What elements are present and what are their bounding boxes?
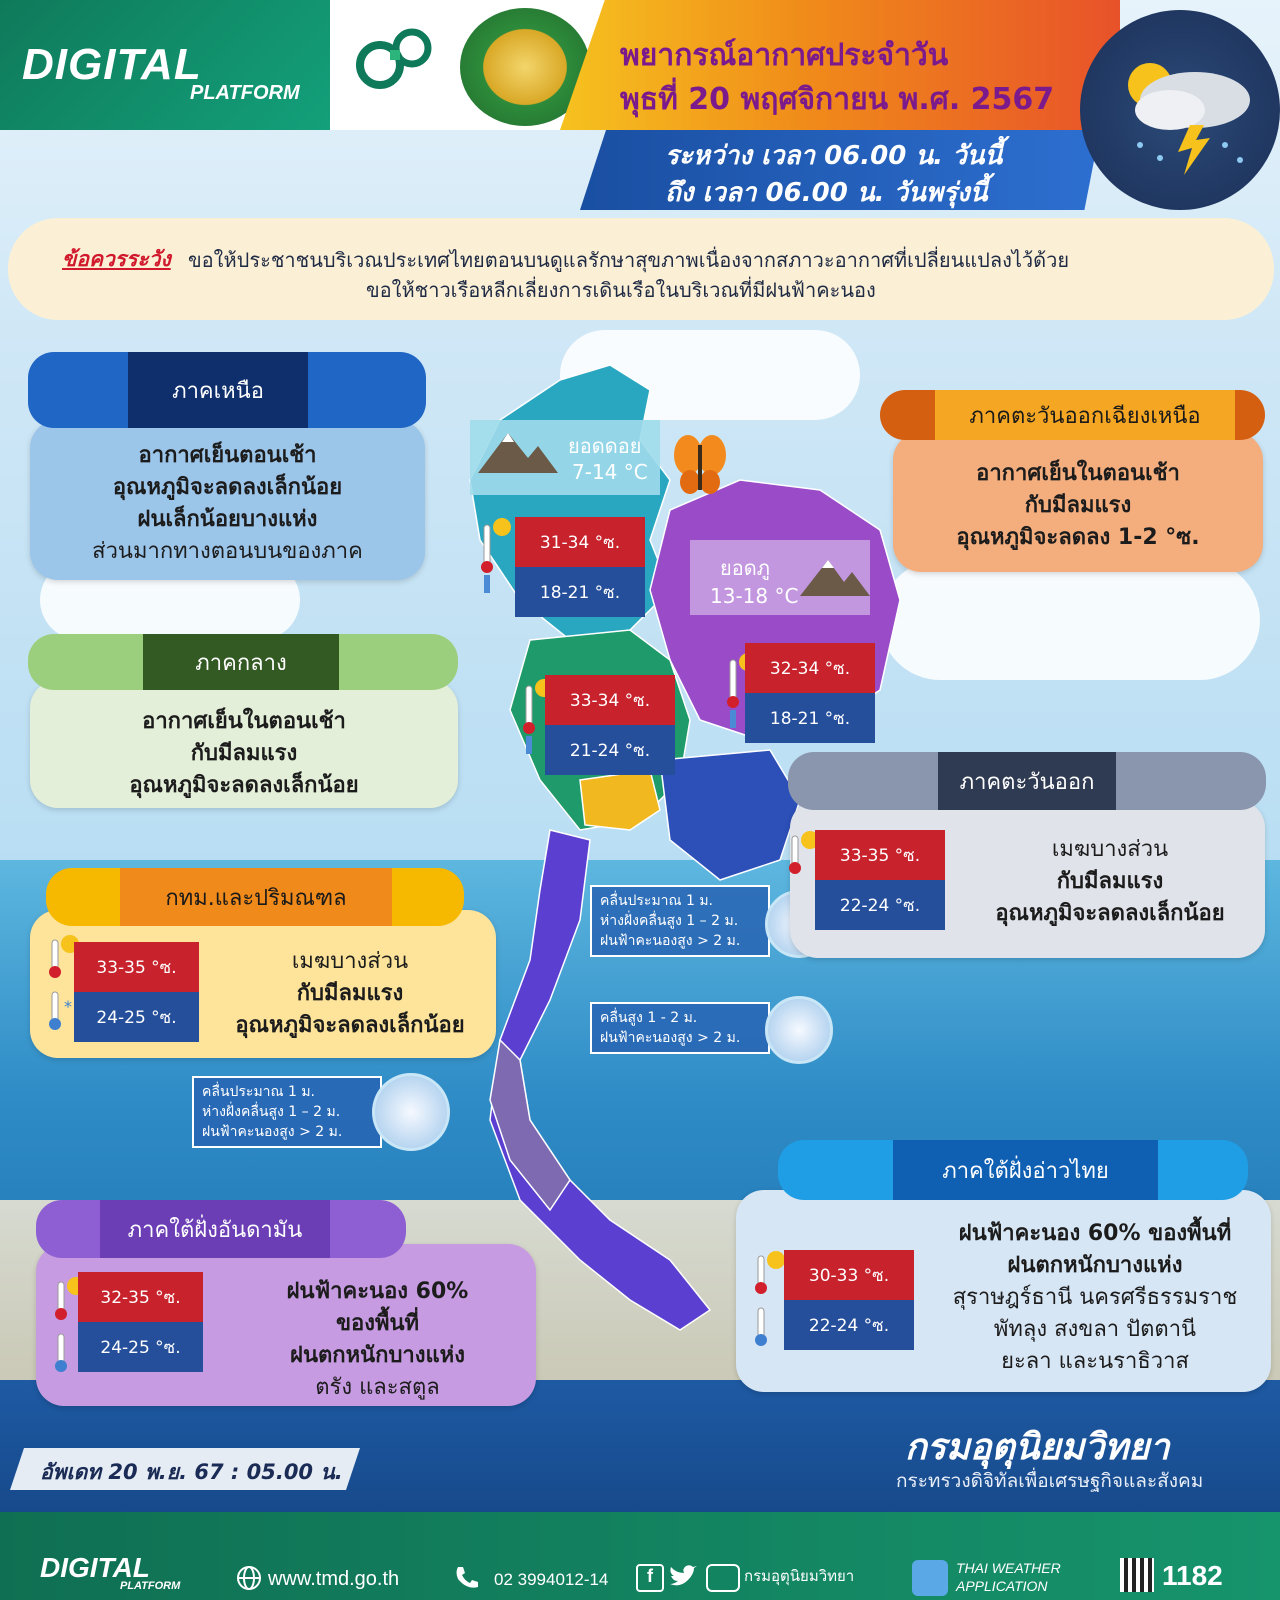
north-title: ภาคเหนือ xyxy=(128,352,308,428)
bangkok-line-1: เมฆบางส่วน xyxy=(291,949,409,974)
south-andaman-title: ภาคใต้ฝั่งอันดามัน xyxy=(100,1200,330,1258)
wave-info-gulf-upper xyxy=(590,885,770,957)
wave-info-gulf-lower xyxy=(590,1002,770,1054)
south-gulf-line-1: ฝนฟ้าคะนอง 60% ของพื้นที่ xyxy=(958,1221,1232,1246)
sun-cloud-storm-icon xyxy=(1100,40,1260,180)
phone-icon xyxy=(452,1563,482,1593)
wave-line: คลื่นประมาณ 1 ม. xyxy=(202,1084,316,1100)
central-line-2: กับมีลมแรง xyxy=(190,741,298,766)
wave-line: ห่างฝั่งคลื่นสูง 1 – 2 ม. xyxy=(202,1104,341,1120)
app-name-line-2: APPLICATION xyxy=(956,1578,1048,1594)
social-handle: กรมอุตุนิยมวิทยา xyxy=(744,1568,855,1585)
mountain-icon xyxy=(800,556,870,596)
map-region-east xyxy=(660,750,800,880)
map-region-bangkok xyxy=(580,770,660,830)
east-line-3: อุณหภูมิจะลดลงเล็กน้อย xyxy=(995,901,1225,926)
forecast-title: พยากรณ์อากาศประจำวัน xyxy=(620,38,949,73)
northeast-title: ภาคตะวันออกเฉียงเหนือ xyxy=(935,390,1235,440)
south-andaman-high-temp: 32-35 °ซ. xyxy=(78,1272,203,1322)
globe-icon xyxy=(236,1565,262,1591)
twitter-icon[interactable] xyxy=(668,1564,698,1590)
facebook-icon[interactable]: f xyxy=(636,1564,664,1592)
wave-line: ฝนฟ้าคะนองสูง > 2 ม. xyxy=(600,933,741,949)
north-line-3: ฝนเล็กน้อยบางแห่ง xyxy=(137,507,318,532)
bangkok-line-2: กับมีลมแรง xyxy=(296,981,404,1006)
thermometer-sun-icon xyxy=(478,515,512,595)
wave-line: คลื่นประมาณ 1 ม. xyxy=(600,893,714,909)
thermometer-sun-icon xyxy=(752,1248,786,1348)
mountain-icon xyxy=(478,428,558,473)
wave-info-andaman xyxy=(192,1076,382,1148)
qr-code-icon xyxy=(1120,1558,1154,1592)
east-title: ภาคตะวันออก xyxy=(938,752,1116,810)
east-low-temp: 22-24 °ซ. xyxy=(815,880,945,930)
north-line-4: ส่วนมากทางตอนบนของภาค xyxy=(92,539,363,564)
ministry-name: กระทรวงดิจิทัลเพื่อเศรษฐกิจและสังคม xyxy=(896,1470,1204,1492)
south-andaman-low-temp: 24-25 °ซ. xyxy=(78,1322,203,1372)
northeast-peak-temp: 13-18 °C xyxy=(710,584,799,608)
south-andaman-line-4: ตรัง และสตูล xyxy=(315,1375,440,1400)
south-andaman-line-1: ฝนฟ้าคะนอง 60% xyxy=(286,1279,469,1304)
time-to: ถึง เวลา 06.00 น. วันพรุ่งนี้ xyxy=(665,178,988,208)
north-peak-name: ยอดดอย xyxy=(568,434,642,458)
app-name-line-1: THAI WEATHER xyxy=(956,1560,1061,1576)
northeast-line-3: อุณหภูมิจะลดลง 1-2 °ซ. xyxy=(956,525,1200,550)
update-time: อัพเดท 20 พ.ย. 67 : 05.00 น. xyxy=(40,1460,343,1484)
time-from: ระหว่าง เวลา 06.00 น. วันนี้ xyxy=(665,141,1003,171)
wave-line: คลื่นสูง 1 - 2 ม. xyxy=(600,1010,698,1026)
south-gulf-line-4: พัทลุง สงขลา ปัตตานี xyxy=(993,1317,1197,1342)
north-high-temp: 31-34 °ซ. xyxy=(515,517,645,567)
brand-sub-text: PLATFORM xyxy=(190,82,300,104)
bangkok-low-temp: 24-25 °ซ. xyxy=(74,992,199,1042)
central-line-1: อากาศเย็นในตอนเช้า xyxy=(142,709,346,734)
department-name: กรมอุตุนิยมวิทยา xyxy=(905,1427,1170,1468)
phone-number[interactable]: 02 3994012-14 xyxy=(494,1570,609,1589)
svg-text:*: * xyxy=(64,997,72,1016)
bangkok-line-3: อุณหภูมิจะลดลงเล็กน้อย xyxy=(235,1013,465,1038)
footer-brand: DIGITAL xyxy=(40,1552,150,1583)
northeast-high-temp: 32-34 °ซ. xyxy=(745,643,875,693)
north-low-temp: 18-21 °ซ. xyxy=(515,567,645,617)
northeast-peak-name: ยอดภู xyxy=(720,556,770,580)
footer-brand-sub: PLATFORM xyxy=(120,1580,181,1592)
south-gulf-high-temp: 30-33 °ซ. xyxy=(784,1250,914,1300)
north-line-2: อุณหภูมิจะลดลงเล็กน้อย xyxy=(112,475,343,500)
east-line-2: กับมีลมแรง xyxy=(1056,869,1164,894)
central-title: ภาคกลาง xyxy=(143,634,339,690)
south-gulf-line-2: ฝนตกหนักบางแห่ง xyxy=(1007,1253,1183,1278)
youtube-icon[interactable] xyxy=(706,1564,740,1592)
caution-line-2: ขอให้ชาวเรือหลีกเลี่ยงการเดินเรือในบริเวณที่มีฝนฟ้าคะนอง xyxy=(366,278,876,302)
forecast-date: พุธที่ 20 พฤศจิกายน พ.ศ. 2567 xyxy=(620,82,1055,117)
website-link[interactable]: www.tmd.go.th xyxy=(268,1568,400,1590)
ministry-logo xyxy=(350,20,440,100)
northeast-line-2: กับมีลมแรง xyxy=(1024,493,1132,518)
ship-icon xyxy=(372,1073,450,1151)
bangkok-high-temp: 33-35 °ซ. xyxy=(74,942,199,992)
map-region-south-andaman xyxy=(490,1040,570,1210)
north-peak-temp: 7-14 °C xyxy=(572,460,648,484)
north-line-1: อากาศเย็นตอนเช้า xyxy=(138,443,317,468)
central-high-temp: 33-34 °ซ. xyxy=(545,675,675,725)
wave-line: ห่างฝั่งคลื่นสูง 1 – 2 ม. xyxy=(600,913,739,929)
brand-text: DIGITAL xyxy=(22,40,202,89)
hotline-number[interactable]: 1182 xyxy=(1162,1560,1223,1591)
south-gulf-line-5: ยะลา และนราธิวาส xyxy=(1001,1349,1189,1374)
east-line-1: เมฆบางส่วน xyxy=(1051,837,1169,862)
south-andaman-line-2: ของพื้นที่ xyxy=(335,1311,420,1336)
thai-weather-app-icon[interactable] xyxy=(912,1560,948,1596)
butterfly-icon xyxy=(670,430,730,500)
wave-line: ฝนฟ้าคะนองสูง > 2 ม. xyxy=(202,1124,343,1140)
northeast-line-1: อากาศเย็นในตอนเช้า xyxy=(976,461,1180,486)
central-low-temp: 21-24 °ซ. xyxy=(545,725,675,775)
south-gulf-title: ภาคใต้ฝั่งอ่าวไทย xyxy=(893,1140,1158,1200)
ship-icon xyxy=(765,996,833,1064)
northeast-low-temp: 18-21 °ซ. xyxy=(745,693,875,743)
bangkok-title: กทม.และปริมณฑล xyxy=(120,868,392,926)
east-high-temp: 33-35 °ซ. xyxy=(815,830,945,880)
south-andaman-line-3: ฝนตกหนักบางแห่ง xyxy=(290,1343,465,1368)
south-gulf-low-temp: 22-24 °ซ. xyxy=(784,1300,914,1350)
wave-line: ฝนฟ้าคะนองสูง > 2 ม. xyxy=(600,1030,741,1046)
south-gulf-line-3: สุราษฎร์ธานี นครศรีธรรมราช xyxy=(952,1285,1238,1310)
caution-label: ข้อควรระวัง xyxy=(62,247,171,271)
central-line-3: อุณหภูมิจะลดลงเล็กน้อย xyxy=(129,773,359,798)
caution-line-1: ขอให้ประชาชนบริเวณประเทศไทยตอนบนดูแลรักษาสุขภาพเนื่องจากสภาวะอากาศที่เปลี่ยนแปลงไว้ด้วย xyxy=(188,248,1070,272)
